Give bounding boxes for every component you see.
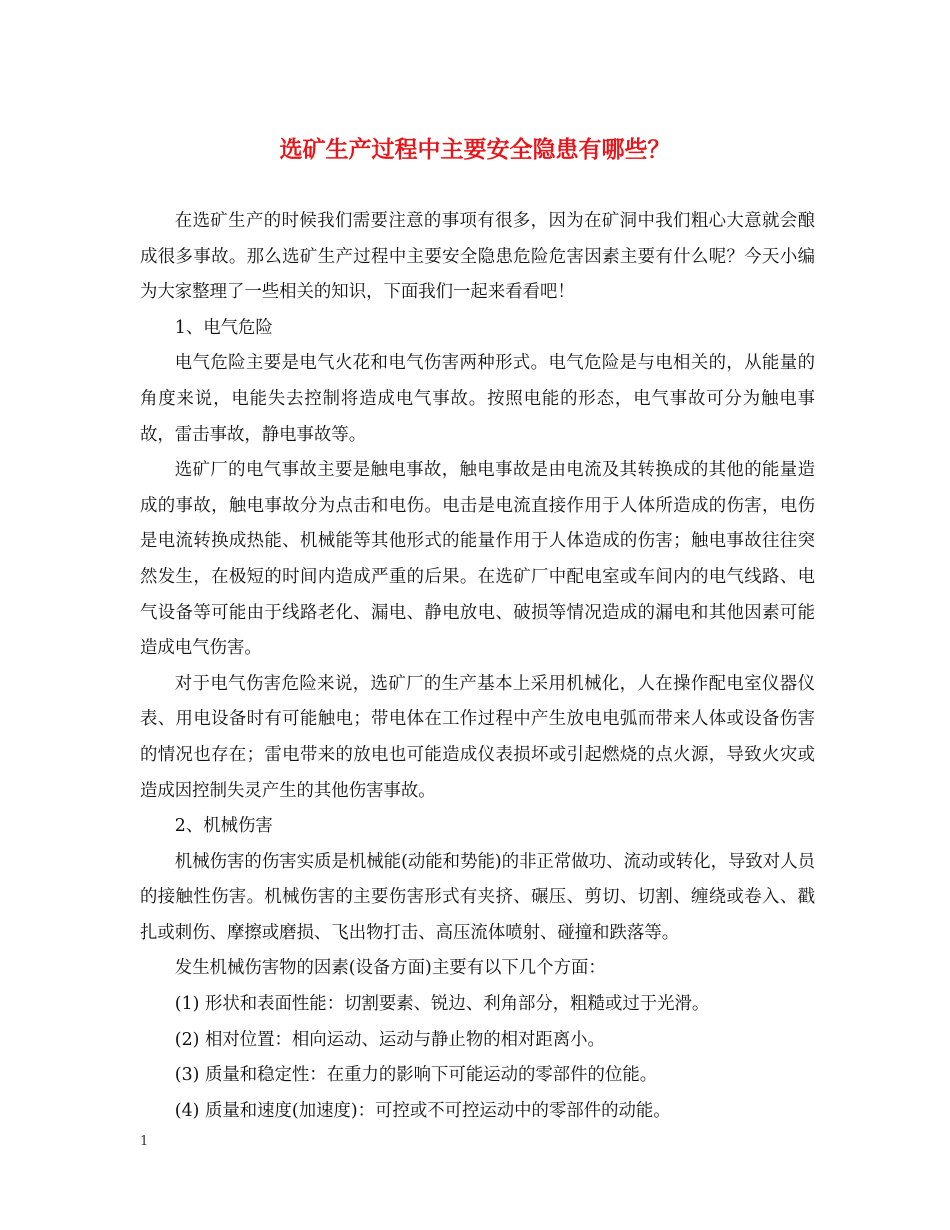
paragraph: 对于电气伤害危险来说，选矿厂的生产基本上采用机械化，人在操作配电室仪器仪表、用电设备时有可能触电；带电体在工作过程中产生放电电弧而带来人体或设备伤害的情况也存在；雷电带来的放电也可能造成仪表损坏或引起燃烧的点火源，导致火灾或造成因控制失灵产生的其他伤害事故。 <box>140 673 815 801</box>
paragraph: 电气危险主要是电气火花和电气伤害两种形式。电气危险是与电相关的，从能量的角度来说，电能失去控制将造成电气事故。按照电能的形态，电气事故可分为触电事故，雷击事故，静电事故等。 <box>140 353 815 445</box>
list-item: (2) 相对位置：相向运动、运动与静止物的相对距离小。 <box>174 1029 605 1050</box>
document-title: 选矿生产过程中主要安全隐患有哪些？ <box>279 136 671 163</box>
paragraph: 选矿厂的电气事故主要是触电事故，触电事故是由电流及其转换成的其他的能量造成的事故，触电事故分为点击和电伤。电击是电流直接作用于人体所造成的伤害，电伤是电流转换成热能、机械能等其他形式的能量作用于人体造成的伤害；触电事故往往突然发生，在极短的时间内造成严重的后果。在选矿厂中配电室或车间内的电气线路、电气设备等可能由于线路老化、漏电、静电放电、破损等情况造成的漏电和其他因素可能造成电气伤害。 <box>140 460 815 659</box>
section-heading-electrical: 1、电气危险 <box>174 317 273 338</box>
page-number: 1 <box>140 1134 149 1149</box>
paragraph: 机械伤害的伤害实质是机械能(动能和势能)的非正常做功、流动或转化，导致对人员的接触性伤害。机械伤害的主要伤害形式有夹挤、碾压、剪切、切割、缠绕或卷入、戳扎或刺伤、摩擦或磨损、飞出物打击、高压流体喷射、碰撞和跌落等。 <box>140 851 815 943</box>
list-item: (4) 质量和速度(加速度)：可控或不可控运动中的零部件的动能。 <box>174 1100 671 1121</box>
list-item: (3) 质量和稳定性：在重力的影响下可能运动的零部件的位能。 <box>174 1065 658 1086</box>
paragraph: 发生机械伤害物的因素(设备方面)主要有以下几个方面： <box>174 958 606 979</box>
document-body <box>140 204 815 1129</box>
list-item: (1) 形状和表面性能：切割要素、锐边、利角部分，粗糙或过于光滑。 <box>174 994 710 1015</box>
section-heading-mechanical: 2、机械伤害 <box>174 816 273 837</box>
paragraph-intro: 在选矿生产的时候我们需要注意的事项有很多，因为在矿洞中我们粗心大意就会酿成很多事故。那么选矿生产过程中主要安全隐患危险危害因素主要有什么呢？今天小编为大家整理了一些相关的知识，下面我们一起来看看吧！ <box>140 211 815 303</box>
